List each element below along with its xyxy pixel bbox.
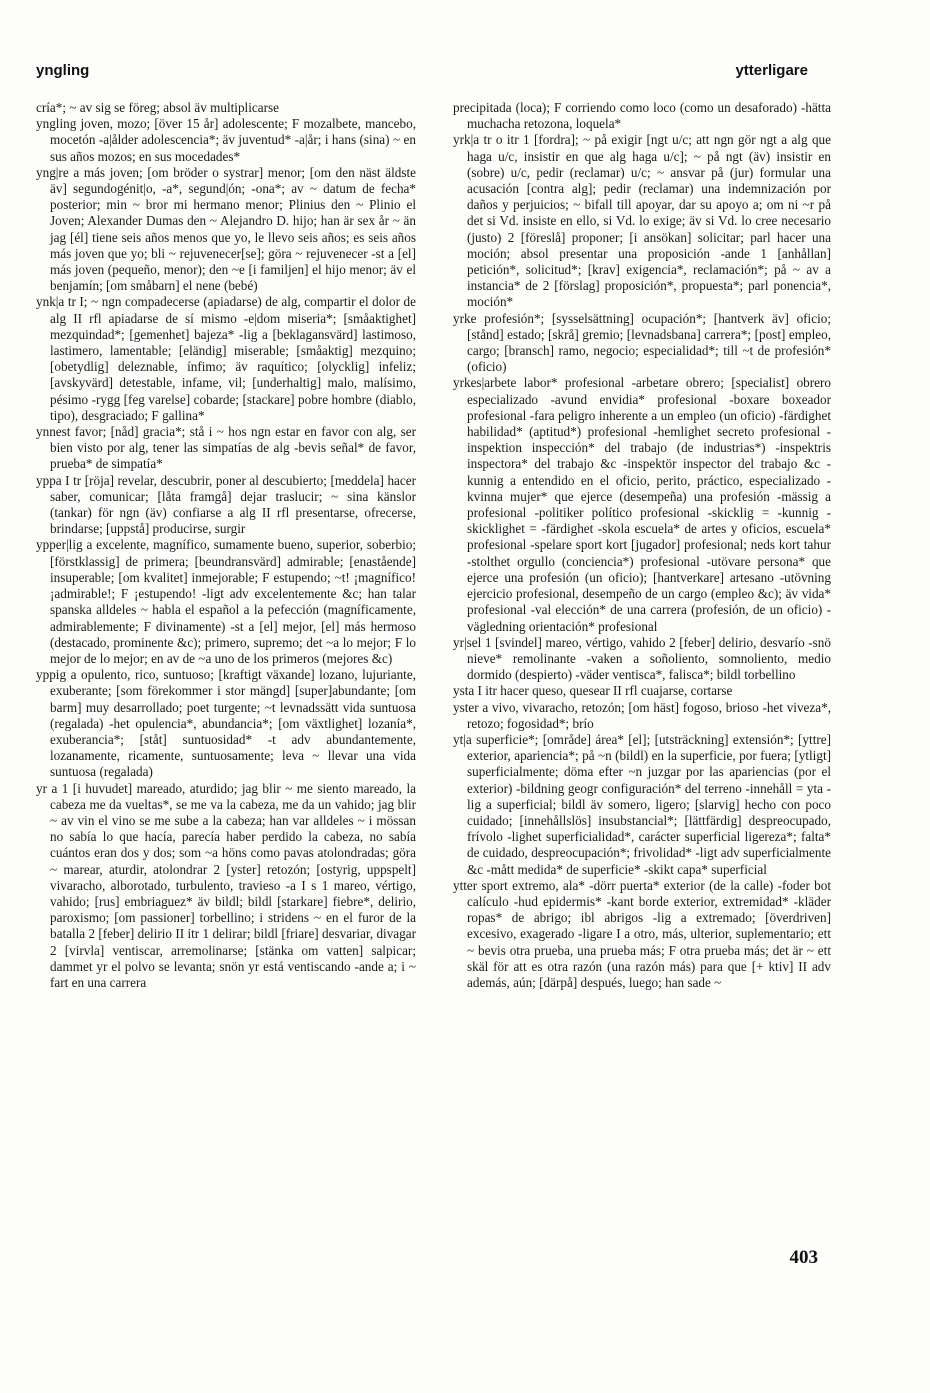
page-number: 403 [789, 1247, 818, 1268]
running-head-right: ytterligare [735, 62, 808, 79]
entry: yrke profesión*; [sysselsättning] ocupación*; [hantverk äv] oficio; [stånd] estado; [skrå] gremio; [levnadsbana] carrera*; [post] empleo, cargo; [bransch] ramo, negocio; especialidad*; till ~t de profesión* (oficio) [453, 310, 831, 375]
running-head-left: yngling [36, 62, 90, 79]
entry: ynnest favor; [nåd] gracia*; stå i ~ hos ngn estar en favor con alg, ser bien visto por alg, tener las simpatías de alg -bevis señal* de favor, prueba* de simpatía* [36, 424, 416, 472]
entry: cría*; ~ av sig se föreg; absol äv multiplicarse [36, 100, 279, 115]
entry: ynk|a tr I; ~ ngn compadecerse (apiadarse) de alg, compartir el dolor de alg II rfl apiadarse de sí mismo -e|dom miseria*; [småaktighet] mezquindad*; [gemenhet] bajeza* -lig a [beklagansvärd] lastimoso, lastimero, lamentable; [eländig] miserable; [småaktig] mezquino; [obetydlig] deleznable, ínfimo; äv raquítico; [olycklig] infeliz; [avskyvärd] detestable, infame, vil; [underhaltig] malo, malísimo, pésimo -rygg [feg varelse] cobarde; [stackare] pobre hombre (diablo, tipo), desgraciado; F gallina* [36, 294, 416, 423]
entry: yr a 1 [i huvudet] mareado, aturdido; jag blir ~ me siento mareado, la cabeza me da vueltas*, se me va la cabeza, me da un vahido; jag blir ~ av vin el vino se me sube a la cabeza; han var alldeles ~ i mössan no sabía lo que hacía, parecía haber perdido la cabeza, no sabía cuántos eran dos y dos; som ~a höns como pavas atolondradas; göra ~ marear, aturdir, atolondrar 2 [yster] retozón; [ostyrig, uppspelt] vivaracho, alborotado, turbulento, travieso -a I s 1 mareo, vértigo, vahido; [rus] embriaguez* äv bildl; bildl [starkare] fiebre*, delirio, paroxismo; [om passioner] torbellino; i stridens ~ en el furor de la batalla 2 [feber] delirio II itr 1 delirar; bildl [friare] desvariar, divagar 2 [virvla] ventiscar, arremolinarse; [stänka om vatten] salpicar; dammet yr el polvo se levanta; snön yr está ventiscando -ande a; i ~ fart en una carrera [36, 780, 416, 990]
entry: yster a vivo, vivaracho, retozón; [om häst] fogoso, brioso -het viveza*, retozo; fogosidad*; brío [453, 699, 831, 731]
entry: yngling joven, mozo; [över 15 år] adolescente; F mozalbete, mancebo, mocetón -a|ålder adolescencia*; äv juventud* -a|år; i hans (sina) ~ en sus años mozos; en sus mocedades* [36, 116, 416, 164]
right-column [453, 100, 831, 991]
entry: ytter sport extremo, ala* -dörr puerta* exterior (de la calle) -foder bot calículo -hud epidermis* -kant borde exterior, extremidad* -kläder ropas* de abrigo; ibl abrigos -lig a extremado; [överdriven] excesivo, exagerado -ligare I a otro, más, ulterior, suplementario; ett ~ bevis otra prueba, una prueba más; F otra prueba más; det är ~ ett skäl för att es otra razón (una razón más) para que [+ ktiv] II adv además, aún; [därpå] después, luego; han sade ~ [453, 877, 831, 990]
entry: yt|a superficie*; [område] área* [el]; [utsträckning] extensión*; [yttre] exterior, apariencia*; på ~n (bildl) en la superficie, por fuera; [ytligt] superficialmente; döma efter ~n juzgar por las apariencias (por el exterior) -bildning geogr configuración* del terreno -innehåll = yta -lig a superficial; bildl äv somero, ligero; [slarvig] hecho con poco cuidado; [innehållslös] insubstancial*; [lättfärdig] despreocupado, frívolo -lighet superficialidad*, carácter superficial ligereza*; falta* de cuidado, despreocupación*; frivolidad* -ligt adv superficialmente &c -mått medida* de superficie* -skikt capa* superficial [453, 731, 831, 877]
entry: yrk|a tr o itr 1 [fordra]; ~ på exigir [ngt u/c; att ngn gör ngt a alg que haga u/c, insistir en que alg haga u/c]; ~ på ngt (äv) insistir en (sobre) u/c, pedir (reclamar) u/c; ~ ansvar på (jur) formular una acusación [contra alg]; pedir (reclamar) una indemnización por daños y perjuicios; ~ bifall till apoyar, dar su apoyo a; om ni ~r på det si Vd. insiste en ello, si Vd. lo exige; äv si Vd. lo cree necesario (justo) 2 [föreslå] proponer; [i ansökan] solicitar; parl hacer una moción; absol presentar una proposición -ande 1 [anhållan] petición*, solicitud*; [krav] exigencia*, reclamación*; på ~ av a instancia* de 2 [förslag] proposición*, propuesta*; parl ponencia*, moción* [453, 132, 831, 310]
entry: ypper|lig a excelente, magnífico, sumamente bueno, superior, soberbio; [förstklassig] de primera; [beundransvärd] admirable; [enastående] insuperable; [om kvalitet] inmejorable; F estupendo; ~t! ¡magnífico! ¡admirable!; F ¡estupendo! -ligt adv excelentemente &c; han talar spanska alldeles ~ habla el español a la pefección (magníficamente, admirablemente; F divinamente) -st a [el] mejor, [el] más hermoso (destacado, prominente &c); primero, supremo; det ~a lo mejor; F lo mejor de lo mejor; en av de ~a uno de los primeros (mejores &c) [36, 537, 416, 666]
entry: ysta I itr hacer queso, quesear II rfl cuajarse, cortarse [453, 683, 733, 699]
entry: yppa I tr [röja] revelar, descubrir, poner al descubierto; [meddela] hacer saber, comunicar; [låta framgå] dejar traslucir; ~ sina känslor (tankar) för ngn (äv) confiarse a alg II rfl presentarse, ofrecerse, brindarse; [uppstå] producirse, surgir [36, 472, 416, 537]
left-column [36, 100, 416, 991]
entry: yng|re a más joven; [om bröder o systrar] menor; [om den näst äldste äv] segundogénit|o, -a*, segund|ón; -ona*; av ~ datum de fecha* posterior; min ~ bror mi hermano menor; Plinius den ~ Plinio el Joven; Alexander Dumas den ~ Alejandro D. hijo; han är sex år ~ än jag [él] tiene seis años menos que yo, le llevo seis años; es seis años más joven que yo; bli ~ rejuvenecer[se]; göra ~ rejuvenecer -st a [el] más joven (pequeño, menor); den ~e [i familjen] el hijo menor; äv el benjamín; [om småbarn] el nene (bebé) [36, 164, 416, 294]
entry: yppig a opulento, rico, suntuoso; [kraftigt växande] lozano, lujuriante, exuberante; [som förekommer i stor mängd] [super]abundante; [om barm] muy desarrollado; poet turgente; ~t levnadssätt vida suntuosa (regalada) -het opulencia*, abundancia*; [om växtlighet] lozanía*, exuberancia*; [ståt] suntuosidad* -t adv abundantemente, lozanamente, ricamente, suntuosamente; leva ~ llevar una vida suntuosa (regalada) [36, 667, 416, 780]
entry: precipitada (loca); F corriendo como loco (como un desaforado) -hätta muchacha retozona, loquela* [453, 100, 831, 132]
entry: yrkes|arbete labor* profesional -arbetare obrero; [specialist] obrero especializado -avund envidia* profesional -boxare boxeador profesional -fara peligro inherente a un empleo (un oficio) -färdighet habilidad* (aptitud*) profesional -hemlighet secreto profesional -inspektion inspección* del trabajo (de industrias*) -inspektris inspectora* del trabajo &c -inspektör inspector del trabajo &c -kunnig a entendido en el oficio, perito, práctico, especializado -kvinna mujer* que ejerce (desempeña) una profesión -mässig a profesional -politiker político profesional -skicklig = -kunnig -skicklighet = -färdighet -skola escuela* de artes y oficios, escuela* profesional -spelare sport kort [jugador] profesional; neds kort tahur -stolthet orgullo (conciencia*) profesional -utövare persona* que ejerce una profesión (un oficio); [hantverkare] artesano -utövning ejercicio profesional, desempeño de un cargo (empleo &c); äv vida* profesional -val elección* de una carrera (profesión, de un oficio) -vägledning orientación* profesional [453, 375, 831, 634]
entry: yr|sel 1 [svindel] mareo, vértigo, vahido 2 [feber] delirio, desvarío -snö nieve* remolinante -vaken a soñoliento, somnoliento, medio dormido (despierto) -väder ventisca*, falisca*; bildl torbellino [453, 634, 831, 683]
